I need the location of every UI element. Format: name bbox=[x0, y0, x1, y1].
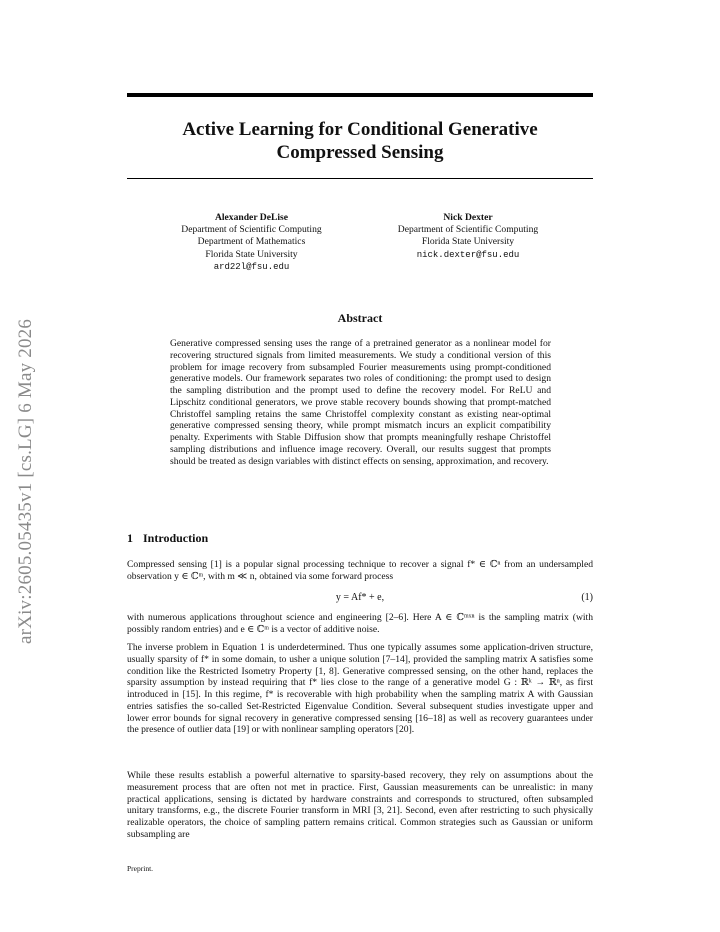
author-block-2 bbox=[376, 212, 560, 261]
arxiv-side-label: arXiv:2605.05435v1 [cs.LG] 6 May 2026 bbox=[15, 318, 36, 644]
section-heading bbox=[127, 531, 218, 546]
title-top-rule bbox=[127, 93, 593, 97]
section-number: 1 bbox=[127, 531, 133, 545]
intro-paragraph-1: Compressed sensing [1] is a popular signal processing technique to recover a signal f* ∈ ℂⁿ from an undersampled observation y ∈ ℂᵐ, with m ≪ n, obtained via some forward process bbox=[127, 559, 593, 582]
author-affiliation: Department of Scientific Computing bbox=[397, 224, 539, 236]
author-affiliation: Florida State University bbox=[421, 236, 515, 248]
section-title: Introduction bbox=[143, 531, 209, 545]
title-line-2: Compressed Sensing bbox=[276, 142, 444, 163]
abstract-heading: Abstract bbox=[337, 311, 383, 325]
author-email[interactable]: nick.dexter@fsu.edu bbox=[416, 249, 520, 260]
title-bottom-rule bbox=[127, 178, 593, 179]
author-block-1 bbox=[160, 212, 343, 273]
intro-paragraph-4: While these results establish a powerful alternative to sparsity-based recovery, they rely on assumptions about the measurement process that are often not met in practice. First, Gaussian measurements can be unrealistic: in many practical applications, sensing is dictated by hardware constraints and corresponds to structured, often subsampled unitary transforms, e.g., the discrete Fourier transform in MRI [3, 21]. Second, even after restricting to such physically realizable operators, the choice of sampling pattern remains critical. Common strategies such as Gaussian or uniform subsampling are bbox=[127, 770, 593, 840]
author-affiliation: Department of Scientific Computing bbox=[181, 224, 322, 236]
equation-number: (1) bbox=[581, 592, 593, 603]
equation-expression: y = Af* + e, bbox=[335, 592, 385, 603]
intro-paragraph-2: with numerous applications throughout science and engineering [2–6]. Here A ∈ ℂᵐˣⁿ is the sampling matrix (with possibly random entries) and e ∈ ℂᵐ is a vector of additive noise. bbox=[127, 612, 593, 635]
abstract-text: Generative compressed sensing uses the range of a pretrained generator as a nonlinear model for recovering structured signals from limited measurements. We study a conditional version of this problem for image recovery from subsampled Fourier measurements using prompt-conditioned generative models. Our framework separates two roles of conditioning: the prompt used to design the sampling distribution and the prompt used to define the recovery model. For ReLU and Lipschitz conditional generators, we prove stable recovery bounds showing that prompt-matched Christoffel sampling retains the same Christoffel complexity constant as existing near-optimal generative compressed sensing theory, while prompt mismatch incurs an explicit compatibility penalty. Experiments with Stable Diffusion show that prompts meaningfully reshape Christoffel sampling distributions and influence image recovery. Overall, our results suggest that prompts should be treated as design variables with distinct effects on sensing, approximation, and recovery. bbox=[170, 338, 551, 467]
author-name: Nick Dexter bbox=[443, 212, 493, 223]
title-line-1: Active Learning for Conditional Generative bbox=[182, 119, 538, 140]
footer-note: Preprint. bbox=[127, 864, 154, 873]
author-name: Alexander DeLise bbox=[214, 212, 289, 223]
intro-paragraph-3: The inverse problem in Equation 1 is underdetermined. Thus one typically assumes some application-driven structure, usually sparsity of f* in some domain, to usher a unique solution [7–14], provided the sampling matrix A satisfies some condition like the Restricted Isometry Property [1, 8]. Generative compressed sensing, on the other hand, replaces the sparsity assumption by instead requiring that f* lies close to the range of a generative model G : ℝᵏ → ℝⁿ, as first introduced in [15]. In this regime, f* is recoverable with high probability when the sampling matrix A with Gaussian entries satisfies the so-called Set-Restricted Eigenvalue Condition. Several subsequent studies investigate upper and lower error bounds for signal recovery in generative compressed sensing [16–18] as well as recovery guarantees under the presence of outlier data [19] or with nonlinear sampling operators [20]. bbox=[127, 642, 593, 736]
author-affiliation: Florida State University bbox=[205, 248, 298, 260]
paper-title bbox=[127, 118, 593, 164]
author-email[interactable]: ard22l@fsu.edu bbox=[213, 261, 290, 272]
author-affiliation: Department of Mathematics bbox=[197, 236, 306, 248]
